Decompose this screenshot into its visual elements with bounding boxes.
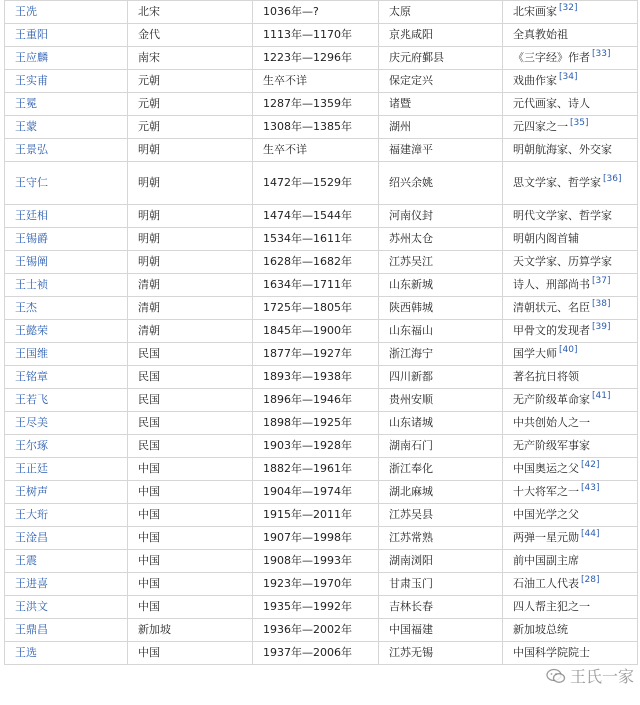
note-text: 无产阶级军事家 xyxy=(513,439,590,452)
person-link[interactable]: 王进喜 xyxy=(15,577,48,590)
note-cell xyxy=(503,412,638,435)
table-row xyxy=(5,24,638,47)
table-row xyxy=(5,504,638,527)
table-row xyxy=(5,481,638,504)
note-text: 元四家之一 xyxy=(513,120,568,133)
years-cell: 1113年—1170年 xyxy=(253,24,379,47)
dynasty-cell: 中国 xyxy=(128,642,253,665)
table-row xyxy=(5,93,638,116)
person-link[interactable]: 王懿荣 xyxy=(15,324,48,337)
person-link[interactable]: 王大珩 xyxy=(15,508,48,521)
reference-link[interactable]: [32] xyxy=(559,3,578,14)
note-text: 著名抗日将领 xyxy=(513,370,579,383)
name-cell xyxy=(5,550,128,573)
name-cell xyxy=(5,47,128,70)
years-cell: 1472年—1529年 xyxy=(253,162,379,205)
years-cell: 1893年—1938年 xyxy=(253,366,379,389)
years-cell: 1898年—1925年 xyxy=(253,412,379,435)
note-text: 中国科学院院士 xyxy=(513,646,590,659)
dynasty-cell: 清朝 xyxy=(128,274,253,297)
name-cell xyxy=(5,24,128,47)
years-cell: 1937年—2006年 xyxy=(253,642,379,665)
note-cell xyxy=(503,162,638,205)
person-link[interactable]: 王洪文 xyxy=(15,600,48,613)
place-cell: 江苏常熟 xyxy=(379,527,503,550)
name-cell xyxy=(5,412,128,435)
table-row xyxy=(5,274,638,297)
name-cell xyxy=(5,619,128,642)
dynasty-cell: 民国 xyxy=(128,343,253,366)
reference-link[interactable]: [33] xyxy=(592,49,611,60)
years-cell: 1287年—1359年 xyxy=(253,93,379,116)
note-text: 前中国副主席 xyxy=(513,554,579,567)
table-row xyxy=(5,573,638,596)
note-cell xyxy=(503,573,638,596)
note-cell xyxy=(503,93,638,116)
dynasty-cell: 清朝 xyxy=(128,320,253,343)
reference-link[interactable]: [44] xyxy=(581,529,600,540)
name-cell xyxy=(5,70,128,93)
person-link[interactable]: 王铭章 xyxy=(15,370,48,383)
dynasty-cell: 中国 xyxy=(128,527,253,550)
note-cell xyxy=(503,274,638,297)
name-cell xyxy=(5,139,128,162)
person-link[interactable]: 王蒙 xyxy=(15,120,37,133)
name-cell xyxy=(5,251,128,274)
years-cell: 1882年—1961年 xyxy=(253,458,379,481)
reference-link[interactable]: [34] xyxy=(559,72,578,83)
years-cell: 1935年—1992年 xyxy=(253,596,379,619)
person-link[interactable]: 王廷相 xyxy=(15,209,48,222)
name-cell xyxy=(5,228,128,251)
name-cell xyxy=(5,573,128,596)
note-cell xyxy=(503,504,638,527)
note-cell xyxy=(503,116,638,139)
note-cell xyxy=(503,297,638,320)
note-text: 新加坡总统 xyxy=(513,623,568,636)
place-cell: 湖州 xyxy=(379,116,503,139)
note-cell xyxy=(503,642,638,665)
note-text: 中共创始人之一 xyxy=(513,416,590,429)
table-row xyxy=(5,205,638,228)
note-text: 四人帮主犯之一 xyxy=(513,600,590,613)
dynasty-cell: 中国 xyxy=(128,573,253,596)
person-link[interactable]: 王国维 xyxy=(15,347,48,360)
person-link[interactable]: 王锡阐 xyxy=(15,255,48,268)
note-text: 戏曲作家 xyxy=(513,74,557,87)
note-text: 国学大师 xyxy=(513,347,557,360)
place-cell: 河南仪封 xyxy=(379,205,503,228)
years-cell: 1308年—1385年 xyxy=(253,116,379,139)
years-cell: 1474年—1544年 xyxy=(253,205,379,228)
place-cell: 浙江海宁 xyxy=(379,343,503,366)
note-text: 中国光学之父 xyxy=(513,508,579,521)
reference-link[interactable]: [37] xyxy=(592,276,611,287)
note-cell xyxy=(503,435,638,458)
note-text: 两弹一星元勋 xyxy=(513,531,579,544)
name-cell xyxy=(5,481,128,504)
place-cell: 江苏吴江 xyxy=(379,251,503,274)
place-cell: 湖南浏阳 xyxy=(379,550,503,573)
years-cell: 1725年—1805年 xyxy=(253,297,379,320)
note-cell xyxy=(503,47,638,70)
place-cell: 保定定兴 xyxy=(379,70,503,93)
note-cell xyxy=(503,366,638,389)
place-cell: 山东诸城 xyxy=(379,412,503,435)
table-row xyxy=(5,162,638,205)
note-cell xyxy=(503,619,638,642)
note-cell xyxy=(503,527,638,550)
note-cell xyxy=(503,550,638,573)
table-row xyxy=(5,251,638,274)
place-cell: 庆元府鄞县 xyxy=(379,47,503,70)
reference-link[interactable]: [43] xyxy=(581,483,600,494)
person-link[interactable]: 王尽美 xyxy=(15,416,48,429)
place-cell: 吉林长春 xyxy=(379,596,503,619)
name-cell xyxy=(5,504,128,527)
wechat-icon xyxy=(546,668,566,684)
place-cell: 贵州安顺 xyxy=(379,389,503,412)
note-cell xyxy=(503,228,638,251)
watermark xyxy=(546,664,634,687)
note-text: 中国奥运之父 xyxy=(513,462,579,475)
name-cell xyxy=(5,343,128,366)
table-row xyxy=(5,389,638,412)
reference-link[interactable]: [40] xyxy=(559,345,578,356)
note-text: 明朝内阁首辅 xyxy=(513,232,579,245)
people-table-body xyxy=(5,1,638,665)
reference-link[interactable]: [38] xyxy=(592,299,611,310)
table-row xyxy=(5,642,638,665)
place-cell: 四川新都 xyxy=(379,366,503,389)
place-cell: 湖南石门 xyxy=(379,435,503,458)
name-cell xyxy=(5,596,128,619)
dynasty-cell: 中国 xyxy=(128,458,253,481)
reference-link[interactable]: [41] xyxy=(592,391,611,402)
dynasty-cell: 清朝 xyxy=(128,297,253,320)
dynasty-cell: 中国 xyxy=(128,481,253,504)
reference-link[interactable]: [42] xyxy=(581,460,600,471)
person-link[interactable]: 王震 xyxy=(15,554,37,567)
note-cell xyxy=(503,343,638,366)
person-link[interactable]: 王若飞 xyxy=(15,393,48,406)
dynasty-cell: 金代 xyxy=(128,24,253,47)
note-cell xyxy=(503,70,638,93)
name-cell xyxy=(5,458,128,481)
name-cell xyxy=(5,274,128,297)
reference-link[interactable]: [35] xyxy=(570,118,589,129)
name-cell xyxy=(5,389,128,412)
dynasty-cell: 中国 xyxy=(128,504,253,527)
place-cell: 绍兴余姚 xyxy=(379,162,503,205)
note-text: 十大将军之一 xyxy=(513,485,579,498)
name-cell xyxy=(5,527,128,550)
note-text: 元代画家、诗人 xyxy=(513,97,590,110)
place-cell: 陕西韩城 xyxy=(379,297,503,320)
name-cell xyxy=(5,297,128,320)
dynasty-cell: 元朝 xyxy=(128,70,253,93)
reference-link[interactable]: [36] xyxy=(603,174,622,185)
table-row xyxy=(5,550,638,573)
table-row xyxy=(5,297,638,320)
table-row xyxy=(5,366,638,389)
name-cell xyxy=(5,116,128,139)
person-link[interactable]: 王实甫 xyxy=(15,74,48,87)
years-cell: 1908年—1993年 xyxy=(253,550,379,573)
dynasty-cell: 明朝 xyxy=(128,251,253,274)
note-text: 无产阶级革命家 xyxy=(513,393,590,406)
person-link[interactable]: 王守仁 xyxy=(15,176,48,189)
name-cell xyxy=(5,366,128,389)
dynasty-cell: 明朝 xyxy=(128,162,253,205)
name-cell xyxy=(5,320,128,343)
place-cell: 福建漳平 xyxy=(379,139,503,162)
note-text: 明朝航海家、外交家 xyxy=(513,143,612,156)
person-link[interactable]: 王冼 xyxy=(15,5,37,18)
person-link[interactable]: 王鼎昌 xyxy=(15,623,48,636)
dynasty-cell: 新加坡 xyxy=(128,619,253,642)
dynasty-cell: 中国 xyxy=(128,596,253,619)
table-row xyxy=(5,70,638,93)
person-link[interactable]: 王冕 xyxy=(15,97,37,110)
dynasty-cell: 中国 xyxy=(128,550,253,573)
place-cell: 甘肃玉门 xyxy=(379,573,503,596)
table-row xyxy=(5,458,638,481)
table-row xyxy=(5,228,638,251)
person-link[interactable]: 王重阳 xyxy=(15,28,48,41)
note-cell xyxy=(503,1,638,24)
years-cell: 1904年—1974年 xyxy=(253,481,379,504)
dynasty-cell: 明朝 xyxy=(128,205,253,228)
reference-link[interactable]: [28] xyxy=(581,575,600,586)
note-cell xyxy=(503,251,638,274)
years-cell: 1923年—1970年 xyxy=(253,573,379,596)
table-row xyxy=(5,527,638,550)
place-cell: 太原 xyxy=(379,1,503,24)
place-cell: 山东福山 xyxy=(379,320,503,343)
years-cell: 1877年—1927年 xyxy=(253,343,379,366)
reference-link[interactable]: [39] xyxy=(592,322,611,333)
place-cell: 江苏无锡 xyxy=(379,642,503,665)
dynasty-cell: 明朝 xyxy=(128,139,253,162)
table-row xyxy=(5,320,638,343)
watermark-text: 王氏一家 xyxy=(569,667,634,686)
name-cell xyxy=(5,162,128,205)
note-text: 诗人、刑部尚书 xyxy=(513,278,590,291)
person-link[interactable]: 王选 xyxy=(15,646,37,659)
note-text: 清朝状元、名臣 xyxy=(513,301,590,314)
note-cell xyxy=(503,139,638,162)
note-cell xyxy=(503,481,638,504)
years-cell: 1896年—1946年 xyxy=(253,389,379,412)
note-cell xyxy=(503,596,638,619)
name-cell xyxy=(5,205,128,228)
note-text: 思文学家、哲学家 xyxy=(513,176,601,189)
dynasty-cell: 民国 xyxy=(128,412,253,435)
note-text: 明代文学家、哲学家 xyxy=(513,209,612,222)
table-row xyxy=(5,435,638,458)
name-cell xyxy=(5,1,128,24)
person-link[interactable]: 王应麟 xyxy=(15,51,48,64)
person-link[interactable]: 王杰 xyxy=(15,301,37,314)
note-text: 天文学家、历算学家 xyxy=(513,255,612,268)
person-link[interactable]: 王尔琢 xyxy=(15,439,48,452)
dynasty-cell: 南宋 xyxy=(128,47,253,70)
dynasty-cell: 民国 xyxy=(128,389,253,412)
years-cell: 1634年—1711年 xyxy=(253,274,379,297)
table-row xyxy=(5,596,638,619)
years-cell: 生卒不详 xyxy=(253,70,379,93)
place-cell: 湖北麻城 xyxy=(379,481,503,504)
place-cell: 苏州太仓 xyxy=(379,228,503,251)
dynasty-cell: 民国 xyxy=(128,366,253,389)
note-text: 全真教始祖 xyxy=(513,28,568,41)
dynasty-cell: 元朝 xyxy=(128,116,253,139)
note-text: 《三字经》作者 xyxy=(513,51,590,64)
table-row xyxy=(5,139,638,162)
years-cell: 1223年—1296年 xyxy=(253,47,379,70)
people-table xyxy=(4,0,638,665)
years-cell: 1903年—1928年 xyxy=(253,435,379,458)
name-cell xyxy=(5,93,128,116)
table-row xyxy=(5,412,638,435)
table-row xyxy=(5,619,638,642)
person-link[interactable]: 王锡爵 xyxy=(15,232,48,245)
dynasty-cell: 明朝 xyxy=(128,228,253,251)
years-cell: 1534年—1611年 xyxy=(253,228,379,251)
years-cell: 1936年—2002年 xyxy=(253,619,379,642)
place-cell: 浙江奉化 xyxy=(379,458,503,481)
note-text: 甲骨文的发现者 xyxy=(513,324,590,337)
person-link[interactable]: 王淦昌 xyxy=(15,531,48,544)
table-row xyxy=(5,1,638,24)
place-cell: 京兆咸阳 xyxy=(379,24,503,47)
note-cell xyxy=(503,458,638,481)
table-row xyxy=(5,343,638,366)
name-cell xyxy=(5,642,128,665)
table-row xyxy=(5,116,638,139)
note-cell xyxy=(503,24,638,47)
years-cell: 1845年—1900年 xyxy=(253,320,379,343)
table-row xyxy=(5,47,638,70)
place-cell: 江苏吴县 xyxy=(379,504,503,527)
note-cell xyxy=(503,205,638,228)
dynasty-cell: 民国 xyxy=(128,435,253,458)
years-cell: 1036年—? xyxy=(253,1,379,24)
years-cell: 1628年—1682年 xyxy=(253,251,379,274)
years-cell: 生卒不详 xyxy=(253,139,379,162)
person-link[interactable]: 王景弘 xyxy=(15,143,48,156)
note-text: 石油工人代表 xyxy=(513,577,579,590)
person-link[interactable]: 王树声 xyxy=(15,485,48,498)
note-cell xyxy=(503,389,638,412)
years-cell: 1915年—2011年 xyxy=(253,504,379,527)
place-cell: 中国福建 xyxy=(379,619,503,642)
person-link[interactable]: 王正廷 xyxy=(15,462,48,475)
note-text: 北宋画家 xyxy=(513,5,557,18)
note-cell xyxy=(503,320,638,343)
name-cell xyxy=(5,435,128,458)
place-cell: 诸暨 xyxy=(379,93,503,116)
person-link[interactable]: 王士祯 xyxy=(15,278,48,291)
dynasty-cell: 元朝 xyxy=(128,93,253,116)
place-cell: 山东新城 xyxy=(379,274,503,297)
dynasty-cell: 北宋 xyxy=(128,1,253,24)
years-cell: 1907年—1998年 xyxy=(253,527,379,550)
